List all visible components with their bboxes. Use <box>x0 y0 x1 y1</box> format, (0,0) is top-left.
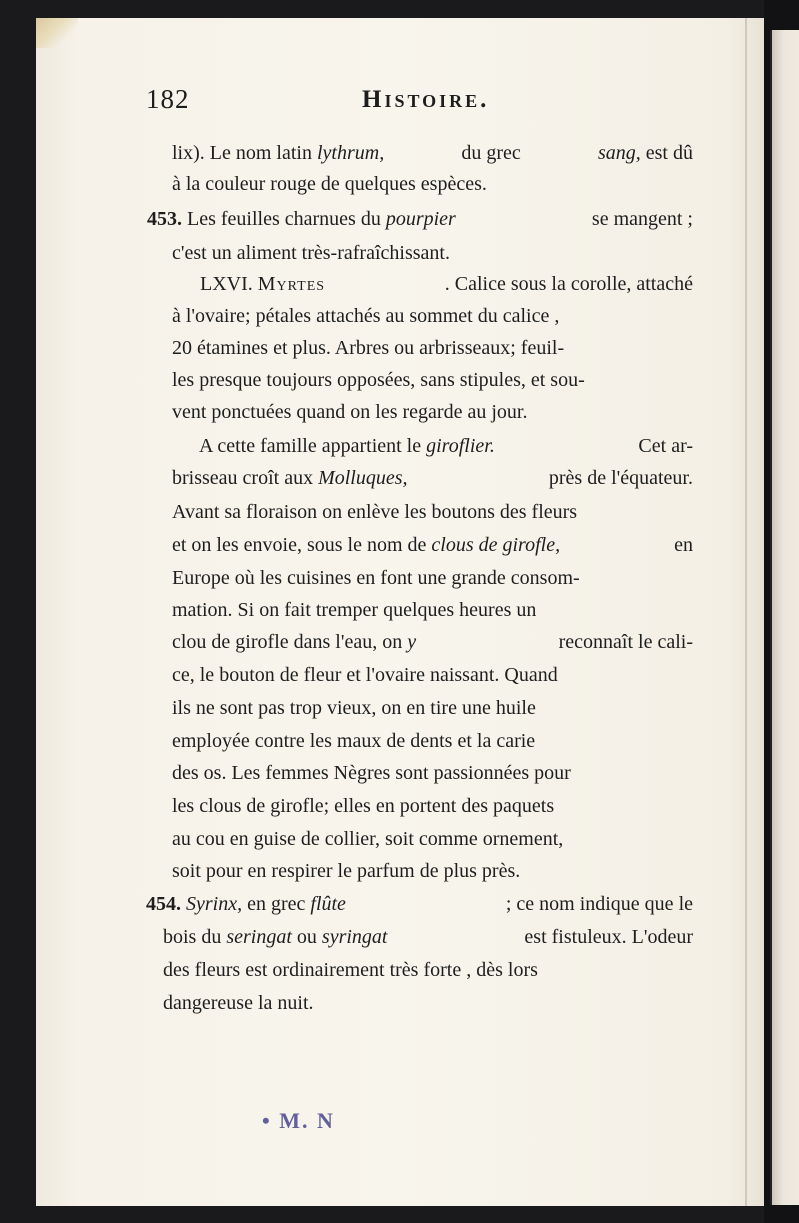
text-line-7: 20 étamines et plus. Arbres ou arbrisseaux; feuil- <box>172 337 565 359</box>
text-line-2: à la couleur rouge de quelques espèces. <box>172 173 487 195</box>
text-line-15: mation. Si on fait tremper quelques heures un <box>172 599 537 621</box>
library-stamp: • M. N <box>262 1108 335 1133</box>
text-line-8: les presque toujours opposées, sans stipules, et sou- <box>172 369 585 391</box>
text-line-25: bois du seringat ou syringat est fistuleux. L'odeur <box>163 926 693 948</box>
text-line-6: à l'ovaire; pétales attachés au sommet du calice , <box>172 305 560 327</box>
text-line-20: des os. Les femmes Nègres sont passionnées pour <box>172 762 571 784</box>
text-line-21: les clous de girofle; elles en portent des paquets <box>172 795 555 817</box>
text-line-1: lix). Le nom latin lythrum, du grec sang, est dû <box>172 142 693 164</box>
text-line-16: clou de girofle dans l'eau, on y reconnaît le cali- <box>172 631 693 653</box>
text-line-3: 453. Les feuilles charnues du pourpier se mangent ; <box>147 208 693 230</box>
text-line-10: A cette famille appartient le giroflier. Cet ar- <box>199 435 693 457</box>
text-line-24: 454. Syrinx, en grec flûte ; ce nom indique que le <box>146 893 693 915</box>
page-corner-fold <box>36 18 78 48</box>
text-line-13: et on les envoie, sous le nom de clous de girofle, en <box>172 534 693 556</box>
text-line-26: des fleurs est ordinairement très forte , dès lors <box>163 959 538 981</box>
text-line-4: c'est un aliment très-rafraîchissant. <box>172 242 450 264</box>
text-line-9: vent ponctuées quand on les regarde au jour. <box>172 401 528 423</box>
text-line-14: Europe où les cuisines en font une grande consom- <box>172 567 580 589</box>
running-title: Histoire. <box>362 86 490 113</box>
page-gutter-line <box>745 18 747 1206</box>
text-line-27: dangereuse la nuit. <box>163 992 314 1014</box>
text-line-18: ils ne sont pas trop vieux, on en tire une huile <box>172 697 536 719</box>
text-line-17: ce, le bouton de fleur et l'ovaire naissant. Quand <box>172 664 558 686</box>
text-line-11: brisseau croît aux Molluques, près de l'équateur. <box>172 467 693 489</box>
text-line-23: soit pour en respirer le parfum de plus près. <box>172 860 521 882</box>
text-line-19: employée contre les maux de dents et la carie <box>172 730 536 752</box>
text-line-12: Avant sa floraison on enlève les boutons des fleurs <box>172 501 578 523</box>
page-number: 182 <box>146 84 190 114</box>
text-line-5: LXVI. Myrtes . Calice sous la corolle, attaché <box>200 273 693 295</box>
next-page-edge <box>770 30 799 1205</box>
text-line-22: au cou en guise de collier, soit comme ornement, <box>172 828 564 850</box>
